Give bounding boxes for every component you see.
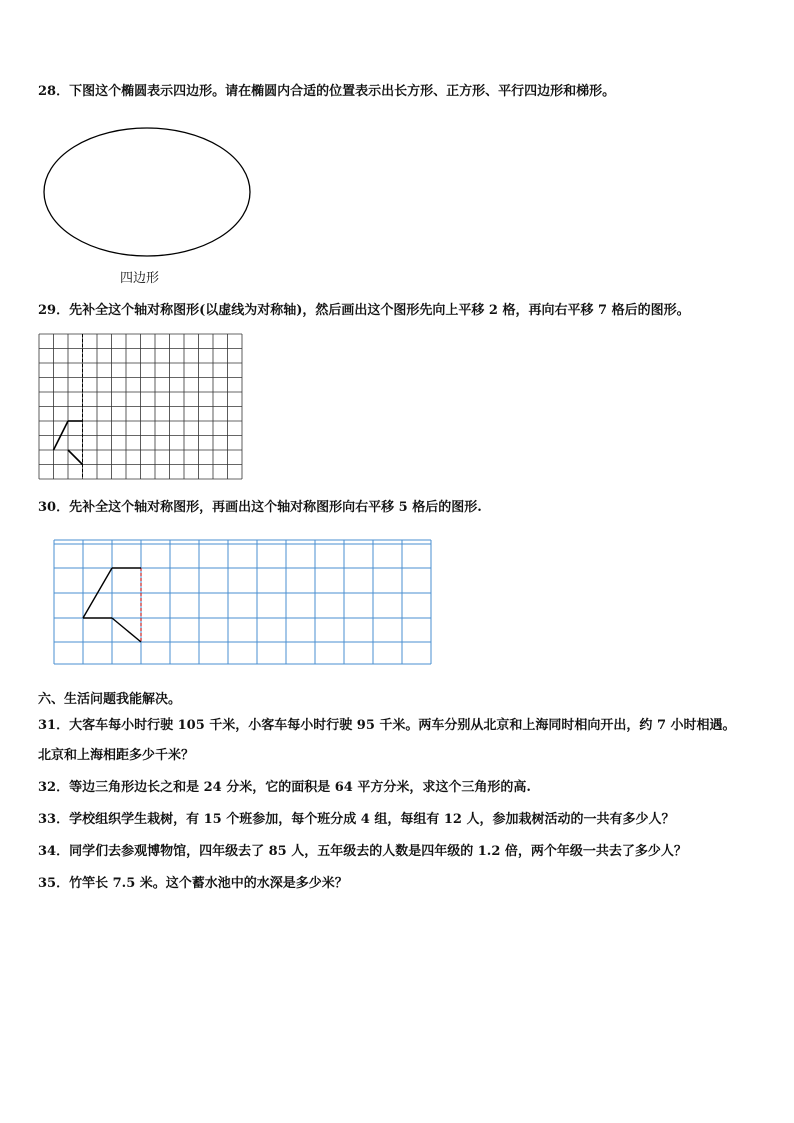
grid-q30 — [52, 538, 435, 666]
ellipse-caption: 四边形 — [120, 271, 160, 286]
figure-edge — [112, 618, 141, 642]
grid-q29 — [38, 333, 244, 483]
question-33: 33．学校组织学生栽树，有 15 个班参加，每个班分成 4 组，每组有 12 人，参加栽树活动的一共有多少人？ — [38, 812, 675, 827]
question-28: 28．下图这个椭圆表示四边形。请在椭圆内合适的位置表示出长方形、正方形、平行四边形和梯形。 — [38, 84, 616, 99]
section-6-title: 六、生活问题我能解决。 — [38, 692, 182, 707]
question-35: 35．竹竿长 7.5 米。这个蓄水池中的水深是多少米？ — [38, 876, 348, 891]
question-31-line2: 北京和上海相距多少千米？ — [38, 748, 195, 763]
question-31-line1: 31．大客车每小时行驶 105 千米，小客车每小时行驶 95 千米。两车分别从北京和上海同时相向开出，约 7 小时相遇。 — [38, 718, 736, 733]
question-34: 34．同学们去参观博物馆，四年级去了 85 人，五年级去的人数是四年级的 1.2 倍，两个年级一共去了多少人？ — [38, 844, 687, 859]
question-30: 30．先补全这个轴对称图形，再画出这个轴对称图形向右平移 5 格后的图形. — [38, 500, 482, 515]
question-29: 29．先补全这个轴对称图形(以虚线为对称轴)，然后画出这个图形先向上平移 2 格，再向右平移 7 格后的图形。 — [38, 303, 690, 318]
quadrilateral-ellipse — [40, 124, 254, 260]
question-32: 32．等边三角形边长之和是 24 分米，它的面积是 64 平方分米，求这个三角形的高. — [38, 780, 531, 795]
figure-edge — [68, 450, 83, 465]
